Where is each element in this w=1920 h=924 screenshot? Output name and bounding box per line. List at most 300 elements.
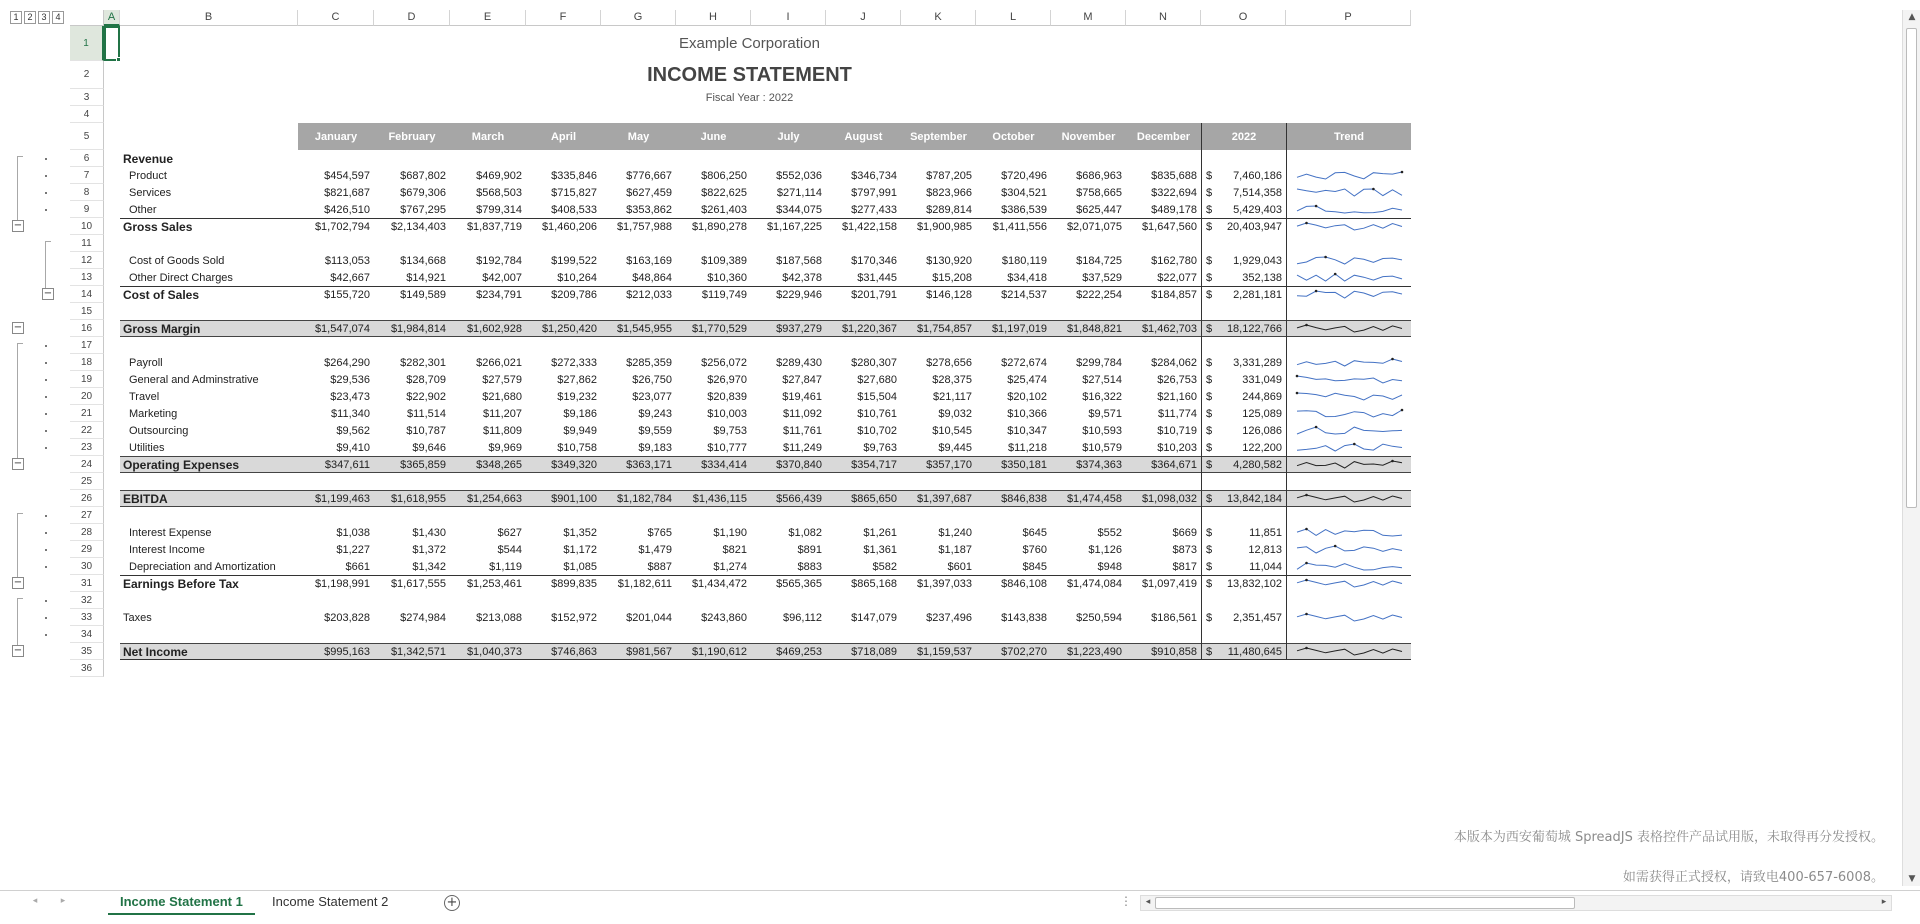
value-r20-m4[interactable]: $19,232 xyxy=(557,390,597,403)
value-r9-m6[interactable]: $261,403 xyxy=(701,203,747,216)
value-r20-m6[interactable]: $20,839 xyxy=(707,390,747,403)
sparkline-10[interactable] xyxy=(1286,218,1411,235)
header-july[interactable]: July xyxy=(751,123,826,150)
total-9[interactable] xyxy=(1201,201,1286,218)
collapse-group-row-35-button[interactable]: − xyxy=(13,645,23,656)
value-r31-m8[interactable]: $865,168 xyxy=(851,577,897,590)
value-r35-m11[interactable]: $1,223,490 xyxy=(1066,645,1122,658)
column-header-c[interactable]: C xyxy=(298,10,374,26)
tab-splitter-handle[interactable]: ⋮ xyxy=(1120,894,1132,908)
value-r12-m11[interactable]: $184,725 xyxy=(1076,254,1122,267)
value-r28-m8[interactable]: $1,261 xyxy=(863,526,897,539)
value-r28-m10[interactable]: $645 xyxy=(1022,526,1047,539)
value-r12-m12[interactable]: $162,780 xyxy=(1151,254,1197,267)
sparkline-30[interactable] xyxy=(1286,558,1411,575)
value-r12-m4[interactable]: $199,522 xyxy=(551,254,597,267)
row-label-16[interactable]: Gross Margin xyxy=(123,321,201,336)
value-r26-m11[interactable]: $1,474,458 xyxy=(1066,492,1122,505)
row-header-35[interactable]: 35 xyxy=(70,643,104,660)
value-r19-m11[interactable]: $27,514 xyxy=(1082,373,1122,386)
vertical-scroll-thumb[interactable] xyxy=(1906,28,1917,508)
value-r33-m10[interactable]: $143,838 xyxy=(1001,611,1047,624)
value-r29-m1[interactable]: $1,227 xyxy=(336,543,370,556)
value-r18-m1[interactable]: $264,290 xyxy=(324,356,370,369)
column-header-h[interactable]: H xyxy=(676,10,751,26)
sparkline-28[interactable] xyxy=(1286,524,1411,541)
value-r23-m8[interactable]: $9,763 xyxy=(863,441,897,454)
row-header-2[interactable]: 2 xyxy=(70,61,104,89)
value-r8-m3[interactable]: $568,503 xyxy=(476,186,522,199)
value-r22-m1[interactable]: $9,562 xyxy=(336,424,370,437)
value-r13-m6[interactable]: $10,360 xyxy=(707,271,747,284)
fill-handle[interactable] xyxy=(116,57,121,62)
row-label-21[interactable]: Marketing xyxy=(129,407,178,420)
value-r28-m11[interactable]: $552 xyxy=(1097,526,1122,539)
total-21[interactable] xyxy=(1201,405,1286,422)
row-label-33[interactable]: Taxes xyxy=(123,611,152,624)
total-13[interactable] xyxy=(1201,269,1286,286)
value-r9-m9[interactable]: $289,814 xyxy=(926,203,972,216)
value-r26-m2[interactable]: $1,618,955 xyxy=(390,492,446,505)
total-12[interactable] xyxy=(1201,252,1286,269)
value-r14-m1[interactable]: $155,720 xyxy=(324,288,370,301)
value-r20-m3[interactable]: $21,680 xyxy=(482,390,522,403)
value-r31-m7[interactable]: $565,365 xyxy=(776,577,822,590)
value-r19-m2[interactable]: $28,709 xyxy=(406,373,446,386)
row-header-8[interactable]: 8 xyxy=(70,184,104,201)
value-r8-m6[interactable]: $822,625 xyxy=(701,186,747,199)
value-r29-m9[interactable]: $1,187 xyxy=(938,543,972,556)
value-r12-m3[interactable]: $192,784 xyxy=(476,254,522,267)
value-r13-m10[interactable]: $34,418 xyxy=(1007,271,1047,284)
value-r33-m8[interactable]: $147,079 xyxy=(851,611,897,624)
value-r21-m3[interactable]: $11,207 xyxy=(483,407,522,420)
value-r7-m12[interactable]: $835,688 xyxy=(1151,169,1197,182)
value-r20-m5[interactable]: $23,077 xyxy=(632,390,672,403)
row-header-13[interactable]: 13 xyxy=(70,269,104,286)
sparkline-13[interactable] xyxy=(1286,269,1411,286)
select-all-corner[interactable] xyxy=(70,10,104,26)
column-header-n[interactable]: N xyxy=(1126,10,1201,26)
value-r31-m6[interactable]: $1,434,472 xyxy=(691,577,747,590)
outline-level-3-button[interactable]: 3 xyxy=(38,11,50,24)
value-r21-m10[interactable]: $10,366 xyxy=(1007,407,1047,420)
value-r20-m12[interactable]: $21,160 xyxy=(1157,390,1197,403)
value-r22-m3[interactable]: $11,809 xyxy=(483,424,522,437)
value-r8-m9[interactable]: $823,966 xyxy=(926,186,972,199)
value-r21-m9[interactable]: $9,032 xyxy=(938,407,972,420)
value-r13-m8[interactable]: $31,445 xyxy=(857,271,897,284)
sparkline-35[interactable] xyxy=(1286,643,1411,660)
value-r16-m9[interactable]: $1,754,857 xyxy=(916,322,972,335)
value-r26-m12[interactable]: $1,098,032 xyxy=(1141,492,1197,505)
value-r16-m8[interactable]: $1,220,367 xyxy=(841,322,897,335)
column-header-m[interactable]: M xyxy=(1051,10,1126,26)
row-label-28[interactable]: Interest Expense xyxy=(129,526,212,539)
sparkline-26[interactable] xyxy=(1286,490,1411,507)
value-r8-m7[interactable]: $271,114 xyxy=(776,186,822,199)
value-r7-m5[interactable]: $776,667 xyxy=(626,169,672,182)
header-december[interactable]: December xyxy=(1126,123,1201,150)
value-r29-m7[interactable]: $891 xyxy=(797,543,822,556)
value-r29-m2[interactable]: $1,372 xyxy=(412,543,446,556)
value-r28-m7[interactable]: $1,082 xyxy=(788,526,822,539)
value-r12-m7[interactable]: $187,568 xyxy=(776,254,822,267)
value-r14-m3[interactable]: $234,791 xyxy=(476,288,522,301)
row-header-25[interactable]: 25 xyxy=(70,473,104,490)
value-r24-m12[interactable]: $364,671 xyxy=(1151,458,1197,471)
value-r20-m11[interactable]: $16,322 xyxy=(1082,390,1122,403)
sparkline-24[interactable] xyxy=(1286,456,1411,473)
row-header-36[interactable]: 36 xyxy=(70,660,104,677)
value-r14-m8[interactable]: $201,791 xyxy=(851,288,897,301)
value-r10-m2[interactable]: $2,134,403 xyxy=(390,220,446,233)
row-header-28[interactable]: 28 xyxy=(70,524,104,541)
value-r28-m6[interactable]: $1,190 xyxy=(713,526,747,539)
value-r7-m11[interactable]: $686,963 xyxy=(1076,169,1122,182)
value-r29-m10[interactable]: $760 xyxy=(1022,543,1047,556)
value-r13-m3[interactable]: $42,007 xyxy=(482,271,522,284)
row-header-14[interactable]: 14 xyxy=(70,286,104,303)
value-r31-m10[interactable]: $846,108 xyxy=(1001,577,1047,590)
plus-circle-icon[interactable]: + xyxy=(444,895,460,911)
value-r16-m5[interactable]: $1,545,955 xyxy=(616,322,672,335)
value-r31-m4[interactable]: $899,835 xyxy=(551,577,597,590)
header-2022[interactable]: 2022 xyxy=(1201,123,1286,150)
value-r35-m4[interactable]: $746,863 xyxy=(551,645,597,658)
row-label-29[interactable]: Interest Income xyxy=(129,543,205,556)
value-r23-m2[interactable]: $9,646 xyxy=(412,441,446,454)
value-r26-m1[interactable]: $1,199,463 xyxy=(314,492,370,505)
row-label-35[interactable]: Net Income xyxy=(123,644,188,659)
value-r26-m4[interactable]: $901,100 xyxy=(551,492,597,505)
value-r30-m12[interactable]: $817 xyxy=(1172,560,1197,573)
row-header-27[interactable]: 27 xyxy=(70,507,104,524)
row-label-26[interactable]: EBITDA xyxy=(123,491,168,506)
value-r33-m5[interactable]: $201,044 xyxy=(626,611,672,624)
total-8[interactable] xyxy=(1201,184,1286,201)
sparkline-14[interactable] xyxy=(1286,286,1411,303)
sheet-tab-1[interactable]: Income Statement 1 xyxy=(108,891,255,915)
collapse-group-row-14-button[interactable]: − xyxy=(43,288,53,299)
sparkline-21[interactable] xyxy=(1286,405,1411,422)
header-march[interactable]: March xyxy=(450,123,526,150)
row-label-9[interactable]: Other xyxy=(129,203,157,216)
value-r19-m3[interactable]: $27,579 xyxy=(482,373,522,386)
value-r7-m7[interactable]: $552,036 xyxy=(776,169,822,182)
value-r16-m4[interactable]: $1,250,420 xyxy=(541,322,597,335)
value-r20-m7[interactable]: $19,461 xyxy=(782,390,822,403)
row-header-10[interactable]: 10 xyxy=(70,218,104,235)
column-header-g[interactable]: G xyxy=(601,10,676,26)
sparkline-9[interactable] xyxy=(1286,201,1411,218)
value-r31-m3[interactable]: $1,253,461 xyxy=(466,577,522,590)
value-r16-m3[interactable]: $1,602,928 xyxy=(466,322,522,335)
total-35[interactable] xyxy=(1201,643,1286,660)
row-header-31[interactable]: 31 xyxy=(70,575,104,592)
value-r10-m5[interactable]: $1,757,988 xyxy=(616,220,672,233)
value-r35-m9[interactable]: $1,159,537 xyxy=(916,645,972,658)
value-r21-m4[interactable]: $9,186 xyxy=(563,407,597,420)
value-r8-m11[interactable]: $758,665 xyxy=(1076,186,1122,199)
value-r22-m4[interactable]: $9,949 xyxy=(563,424,597,437)
collapse-group-row-10-button[interactable]: − xyxy=(13,220,23,231)
value-r26-m10[interactable]: $846,838 xyxy=(1001,492,1047,505)
row-label-23[interactable]: Utilities xyxy=(129,441,165,454)
row-header-4[interactable]: 4 xyxy=(70,106,104,123)
value-r29-m6[interactable]: $821 xyxy=(722,543,747,556)
value-r31-m11[interactable]: $1,474,084 xyxy=(1066,577,1122,590)
value-r14-m12[interactable]: $184,857 xyxy=(1151,288,1197,301)
value-r9-m5[interactable]: $353,862 xyxy=(626,203,672,216)
row-header-24[interactable]: 24 xyxy=(70,456,104,473)
sparkline-29[interactable] xyxy=(1286,541,1411,558)
value-r24-m3[interactable]: $348,265 xyxy=(476,458,522,471)
row-header-21[interactable]: 21 xyxy=(70,405,104,422)
value-r22-m11[interactable]: $10,593 xyxy=(1082,424,1122,437)
value-r22-m2[interactable]: $10,787 xyxy=(406,424,446,437)
value-r35-m8[interactable]: $718,089 xyxy=(851,645,897,658)
collapse-group-row-31-button[interactable]: − xyxy=(13,577,23,588)
value-r9-m8[interactable]: $277,433 xyxy=(851,203,897,216)
value-r22-m5[interactable]: $9,559 xyxy=(638,424,672,437)
value-r30-m7[interactable]: $883 xyxy=(797,560,822,573)
row-label-18[interactable]: Payroll xyxy=(129,356,163,369)
value-r13-m11[interactable]: $37,529 xyxy=(1082,271,1122,284)
column-header-i[interactable]: I xyxy=(751,10,826,26)
value-r26-m3[interactable]: $1,254,663 xyxy=(466,492,522,505)
value-r21-m2[interactable]: $11,514 xyxy=(407,407,446,420)
sparkline-8[interactable] xyxy=(1286,184,1411,201)
value-r16-m6[interactable]: $1,770,529 xyxy=(691,322,747,335)
row-label-6[interactable]: Revenue xyxy=(123,151,174,166)
value-r23-m4[interactable]: $10,758 xyxy=(557,441,597,454)
value-r35-m2[interactable]: $1,342,571 xyxy=(390,645,446,658)
header-august[interactable]: August xyxy=(826,123,901,150)
value-r21-m11[interactable]: $9,571 xyxy=(1088,407,1122,420)
value-r9-m11[interactable]: $625,447 xyxy=(1076,203,1122,216)
value-r24-m2[interactable]: $365,859 xyxy=(400,458,446,471)
value-r19-m8[interactable]: $27,680 xyxy=(857,373,897,386)
value-r16-m10[interactable]: $1,197,019 xyxy=(991,322,1047,335)
value-r28-m1[interactable]: $1,038 xyxy=(336,526,370,539)
value-r24-m1[interactable]: $347,611 xyxy=(324,458,370,471)
value-r23-m10[interactable]: $11,218 xyxy=(1008,441,1047,454)
value-r10-m10[interactable]: $1,411,556 xyxy=(992,220,1047,233)
scroll-down-icon[interactable]: ▼ xyxy=(1908,874,1916,884)
value-r28-m5[interactable]: $765 xyxy=(647,526,672,539)
value-r29-m11[interactable]: $1,126 xyxy=(1088,543,1122,556)
sparkline-20[interactable] xyxy=(1286,388,1411,405)
value-r33-m1[interactable]: $203,828 xyxy=(324,611,370,624)
value-r7-m10[interactable]: $720,496 xyxy=(1001,169,1047,182)
value-r18-m6[interactable]: $256,072 xyxy=(701,356,747,369)
sparkline-16[interactable] xyxy=(1286,320,1411,337)
total-19[interactable] xyxy=(1201,371,1286,388)
total-18[interactable] xyxy=(1201,354,1286,371)
row-label-31[interactable]: Earnings Before Tax xyxy=(123,576,239,591)
value-r20-m1[interactable]: $23,473 xyxy=(330,390,370,403)
value-r24-m11[interactable]: $374,363 xyxy=(1076,458,1122,471)
value-r30-m4[interactable]: $1,085 xyxy=(563,560,597,573)
row-header-11[interactable]: 11 xyxy=(70,235,104,252)
row-header-22[interactable]: 22 xyxy=(70,422,104,439)
value-r18-m7[interactable]: $289,430 xyxy=(776,356,822,369)
tab-scroll-left-icon[interactable]: ◂ xyxy=(32,896,38,906)
total-23[interactable] xyxy=(1201,439,1286,456)
value-r22-m8[interactable]: $10,702 xyxy=(857,424,897,437)
value-r16-m7[interactable]: $937,279 xyxy=(776,322,822,335)
value-r20-m10[interactable]: $20,102 xyxy=(1007,390,1047,403)
report-title[interactable]: INCOME STATEMENT xyxy=(647,63,852,86)
value-r12-m9[interactable]: $130,920 xyxy=(926,254,972,267)
total-29[interactable] xyxy=(1201,541,1286,558)
value-r18-m10[interactable]: $272,674 xyxy=(1001,356,1047,369)
row-label-20[interactable]: Travel xyxy=(129,390,160,403)
row-header-1[interactable]: 1 xyxy=(70,26,104,61)
value-r23-m11[interactable]: $10,579 xyxy=(1082,441,1122,454)
value-r21-m12[interactable]: $11,774 xyxy=(1158,407,1197,420)
value-r7-m4[interactable]: $335,846 xyxy=(551,169,597,182)
sheet-tab-2[interactable]: Income Statement 2 xyxy=(272,894,389,909)
value-r18-m4[interactable]: $272,333 xyxy=(551,356,597,369)
value-r33-m11[interactable]: $250,594 xyxy=(1076,611,1122,624)
value-r30-m11[interactable]: $948 xyxy=(1097,560,1122,573)
total-28[interactable] xyxy=(1201,524,1286,541)
total-31[interactable] xyxy=(1201,575,1286,592)
scroll-left-icon[interactable]: ◂ xyxy=(1145,897,1151,907)
value-r24-m7[interactable]: $370,840 xyxy=(776,458,822,471)
row-header-9[interactable]: 9 xyxy=(70,201,104,218)
value-r24-m10[interactable]: $350,181 xyxy=(1001,458,1047,471)
sparkline-31[interactable] xyxy=(1286,575,1411,592)
row-header-19[interactable]: 19 xyxy=(70,371,104,388)
value-r19-m9[interactable]: $28,375 xyxy=(932,373,972,386)
value-r30-m1[interactable]: $661 xyxy=(345,560,370,573)
value-r22-m12[interactable]: $10,719 xyxy=(1157,424,1197,437)
value-r14-m9[interactable]: $146,128 xyxy=(926,288,972,301)
horizontal-scrollbar[interactable] xyxy=(1140,895,1892,911)
sparkline-22[interactable] xyxy=(1286,422,1411,439)
value-r12-m6[interactable]: $109,389 xyxy=(701,254,747,267)
column-header-f[interactable]: F xyxy=(526,10,601,26)
value-r28-m12[interactable]: $669 xyxy=(1172,526,1197,539)
value-r33-m9[interactable]: $237,496 xyxy=(926,611,972,624)
row-label-22[interactable]: Outsourcing xyxy=(129,424,189,437)
value-r26-m7[interactable]: $566,439 xyxy=(776,492,822,505)
value-r8-m12[interactable]: $322,694 xyxy=(1151,186,1197,199)
value-r33-m7[interactable]: $96,112 xyxy=(783,611,822,624)
value-r28-m2[interactable]: $1,430 xyxy=(412,526,446,539)
column-header-k[interactable]: K xyxy=(901,10,976,26)
value-r19-m1[interactable]: $29,536 xyxy=(330,373,370,386)
row-header-18[interactable]: 18 xyxy=(70,354,104,371)
value-r10-m6[interactable]: $1,890,278 xyxy=(691,220,747,233)
value-r33-m12[interactable]: $186,561 xyxy=(1151,611,1197,624)
value-r18-m2[interactable]: $282,301 xyxy=(400,356,446,369)
value-r12-m10[interactable]: $180,119 xyxy=(1001,254,1047,267)
column-header-b[interactable]: B xyxy=(120,10,298,26)
value-r26-m8[interactable]: $865,650 xyxy=(851,492,897,505)
row-header-26[interactable]: 26 xyxy=(70,490,104,507)
value-r21-m7[interactable]: $11,092 xyxy=(783,407,822,420)
horizontal-scroll-thumb[interactable] xyxy=(1155,897,1575,909)
value-r13-m5[interactable]: $48,864 xyxy=(632,271,672,284)
total-16[interactable] xyxy=(1201,320,1286,337)
total-30[interactable] xyxy=(1201,558,1286,575)
column-header-d[interactable]: D xyxy=(374,10,450,26)
value-r22-m10[interactable]: $10,347 xyxy=(1007,424,1047,437)
value-r18-m8[interactable]: $280,307 xyxy=(851,356,897,369)
value-r30-m6[interactable]: $1,274 xyxy=(713,560,747,573)
value-r33-m3[interactable]: $213,088 xyxy=(476,611,522,624)
header-september[interactable]: September xyxy=(901,123,976,150)
value-r16-m2[interactable]: $1,984,814 xyxy=(390,322,446,335)
header-november[interactable]: November xyxy=(1051,123,1126,150)
outline-level-2-button[interactable]: 2 xyxy=(24,11,36,24)
scroll-up-icon[interactable]: ▲ xyxy=(1908,12,1916,22)
row-label-12[interactable]: Cost of Goods Sold xyxy=(129,254,225,267)
value-r13-m4[interactable]: $10,264 xyxy=(557,271,597,284)
row-header-23[interactable]: 23 xyxy=(70,439,104,456)
value-r9-m1[interactable]: $426,510 xyxy=(324,203,370,216)
value-r14-m6[interactable]: $119,749 xyxy=(701,288,747,301)
value-r9-m4[interactable]: $408,533 xyxy=(551,203,597,216)
value-r23-m3[interactable]: $9,969 xyxy=(488,441,522,454)
value-r10-m4[interactable]: $1,460,206 xyxy=(541,220,597,233)
value-r12-m5[interactable]: $163,169 xyxy=(626,254,672,267)
value-r10-m11[interactable]: $2,071,075 xyxy=(1066,220,1122,233)
value-r35-m7[interactable]: $469,253 xyxy=(776,645,822,658)
column-header-e[interactable]: E xyxy=(450,10,526,26)
value-r26-m6[interactable]: $1,436,115 xyxy=(692,492,747,505)
value-r35-m3[interactable]: $1,040,373 xyxy=(466,645,522,658)
row-label-13[interactable]: Other Direct Charges xyxy=(129,271,233,284)
value-r7-m6[interactable]: $806,250 xyxy=(701,169,747,182)
value-r31-m9[interactable]: $1,397,033 xyxy=(916,577,972,590)
scroll-right-icon[interactable]: ▸ xyxy=(1881,897,1887,907)
total-22[interactable] xyxy=(1201,422,1286,439)
value-r20-m9[interactable]: $21,117 xyxy=(933,390,972,403)
row-header-34[interactable]: 34 xyxy=(70,626,104,643)
value-r29-m3[interactable]: $544 xyxy=(497,543,522,556)
value-r19-m10[interactable]: $25,474 xyxy=(1007,373,1047,386)
value-r8-m10[interactable]: $304,521 xyxy=(1001,186,1047,199)
value-r22-m6[interactable]: $9,753 xyxy=(713,424,747,437)
column-header-l[interactable]: L xyxy=(976,10,1051,26)
total-14[interactable] xyxy=(1201,286,1286,303)
value-r8-m8[interactable]: $797,991 xyxy=(851,186,897,199)
total-24[interactable] xyxy=(1201,456,1286,473)
value-r9-m7[interactable]: $344,075 xyxy=(776,203,822,216)
value-r18-m5[interactable]: $285,359 xyxy=(626,356,672,369)
value-r14-m7[interactable]: $229,946 xyxy=(776,288,822,301)
header-trend[interactable]: Trend xyxy=(1286,123,1411,150)
collapse-group-row-24-button[interactable]: − xyxy=(13,458,23,469)
row-header-15[interactable]: 15 xyxy=(70,303,104,320)
value-r24-m5[interactable]: $363,171 xyxy=(626,458,672,471)
tab-scroll-right-icon[interactable]: ▸ xyxy=(60,896,66,906)
value-r21-m1[interactable]: $11,340 xyxy=(331,407,370,420)
value-r20-m8[interactable]: $15,504 xyxy=(857,390,897,403)
value-r23-m5[interactable]: $9,183 xyxy=(638,441,672,454)
total-7[interactable] xyxy=(1201,167,1286,184)
row-label-8[interactable]: Services xyxy=(129,186,172,199)
row-header-3[interactable]: 3 xyxy=(70,89,104,106)
value-r7-m2[interactable]: $687,802 xyxy=(400,169,446,182)
row-label-19[interactable]: General and Adminstrative xyxy=(129,373,259,386)
sparkline-33[interactable] xyxy=(1286,609,1411,626)
